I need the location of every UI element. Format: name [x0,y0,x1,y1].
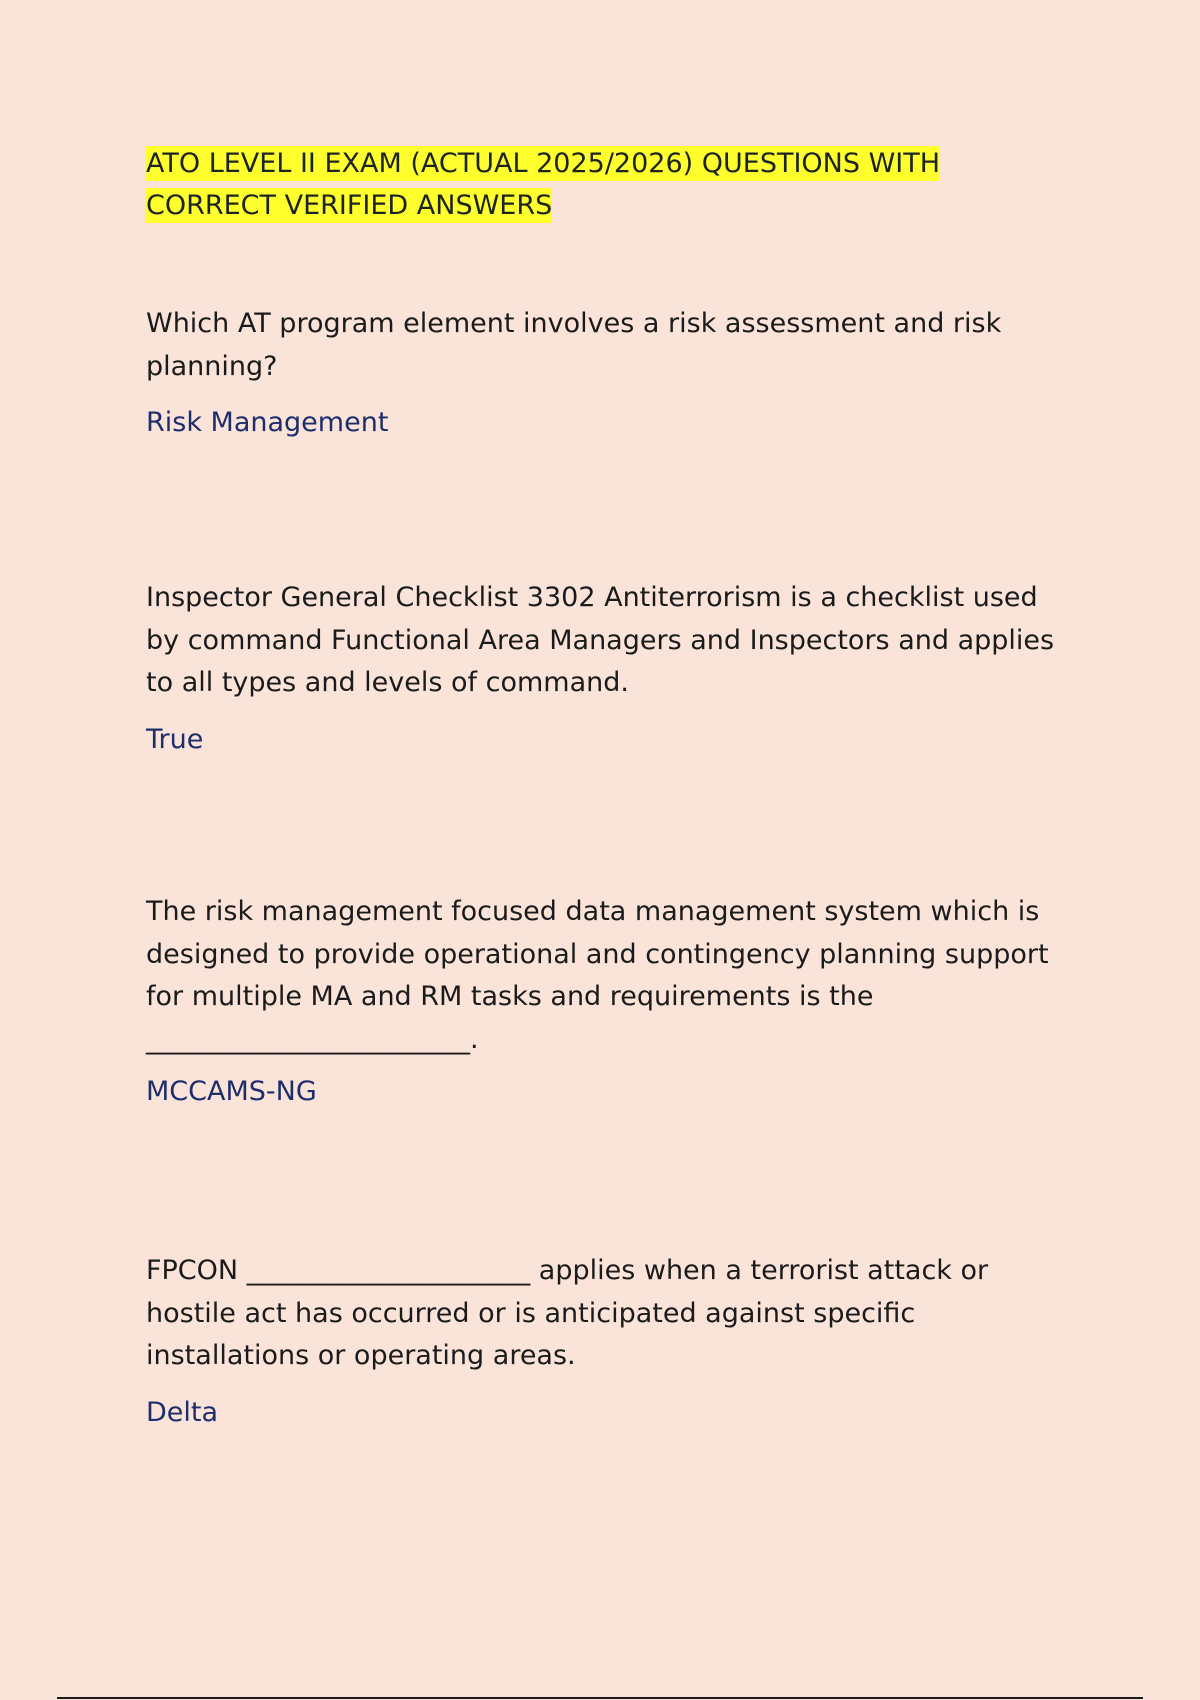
question-text: Which AT program element involves a risk assessment and risk planning? [146,308,1002,382]
question-text [146,891,1066,1061]
answer-text: Delta [146,1396,219,1428]
question-main: The risk management focused data management system which is designed to provide operational and contingency planning support for multiple MA and RM tasks and requirements is the [146,896,1049,1012]
title-line-2: CORRECT VERIFIED ANSWERS [146,190,553,221]
question-text: FPCON _____________________ applies when a terrorist attack or hostile act has occurred or is anticipated against specific installations or operating areas. [146,1255,989,1371]
answer-text: Risk Management [146,407,389,438]
answer-text: True [146,723,204,755]
title-line-1: ATO LEVEL II EXAM (ACTUAL 2025/2026) QUESTIONS WITH [146,148,941,179]
answer-text: MCCAMS-NG [146,1076,317,1107]
footer-divider [57,1697,1143,1699]
document-title [146,143,1026,227]
qa-item-3 [146,891,1066,1113]
qa-item-2 [146,577,1066,761]
qa-item-1 [146,303,1066,444]
question-blank-line: ________________________. [146,1023,479,1055]
qa-item-4 [146,1250,1066,1434]
question-text: Inspector General Checklist 3302 Antiterrorism is a checklist used by command Functional Area Managers and Inspectors and applies to all types and levels of command. [146,582,1055,698]
